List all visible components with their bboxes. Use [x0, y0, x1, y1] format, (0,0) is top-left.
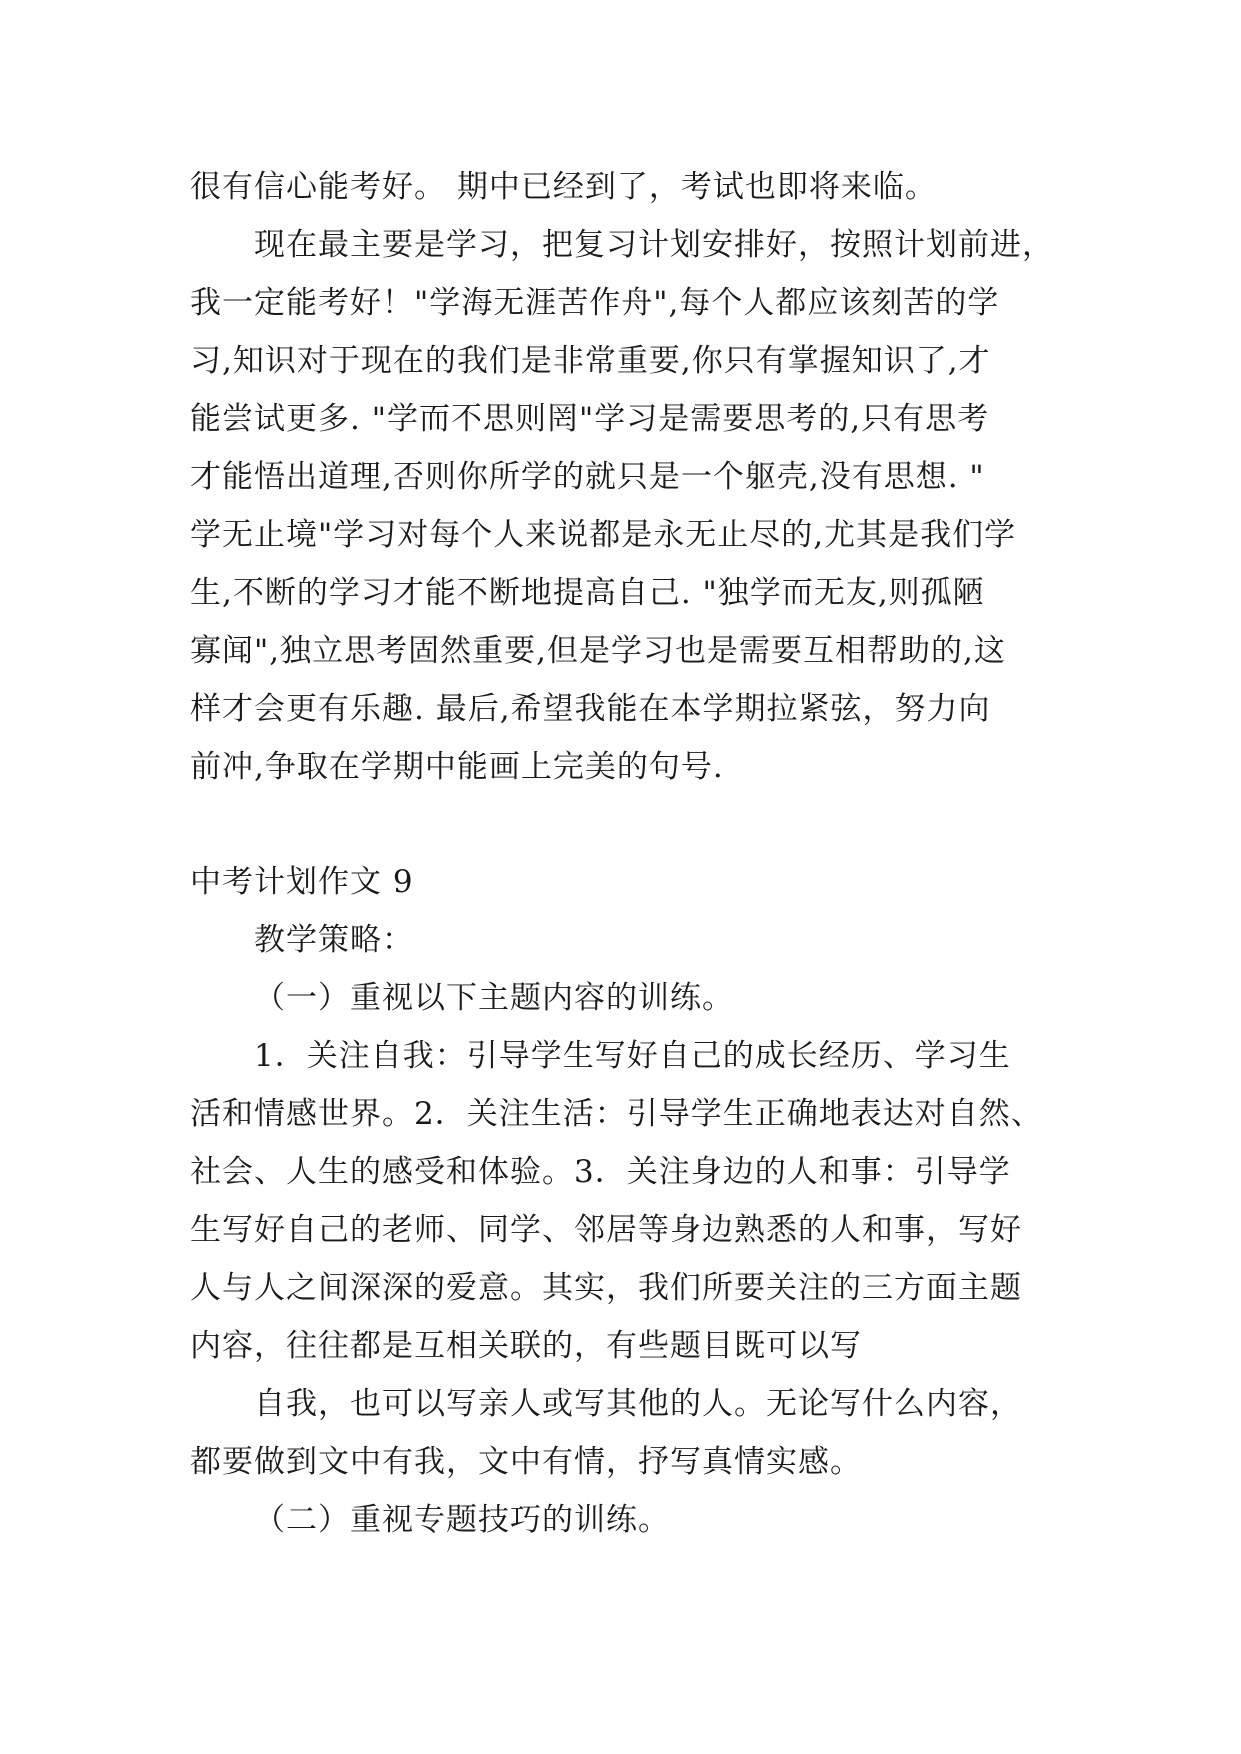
paragraph-line: （二）重视专题技巧的训练。 [254, 1502, 670, 1538]
paragraph-line: 我一定能考好！"学海无涯苦作舟",每个人都应该刻苦的学 [190, 285, 1000, 321]
paragraph-line: 很有信心能考好。 期中已经到了，考试也即将来临。 [190, 169, 937, 205]
paragraph-line: 寡闻",独立思考固然重要,但是学习也是需要互相帮助的,这 [190, 633, 1006, 669]
paragraph-line: 前冲,争取在学期中能画上完美的句号. [190, 749, 724, 785]
paragraph-line: 都要做到文中有我，文中有情，抒写真情实感。 [190, 1444, 862, 1480]
paragraph-line: （一）重视以下主题内容的训练。 [254, 980, 734, 1016]
paragraph-line: 现在最主要是学习，把复习计划安排好，按照计划前进， [254, 227, 1054, 263]
section-title: 中考计划作文 9 [190, 864, 414, 900]
paragraph-line: 生写好自己的老师、同学、邻居等身边熟悉的人和事，写好 [190, 1212, 1022, 1248]
paragraph-line: 样才会更有乐趣. 最后,希望我能在本学期拉紧弦，努力向 [190, 691, 991, 727]
paragraph-line: 内容，往往都是互相关联的，有些题目既可以写 [190, 1328, 862, 1364]
paragraph-line: 才能悟出道理,否则你所学的就只是一个躯壳,没有思想. " [190, 459, 985, 495]
paragraph-line: 教学策略： [254, 922, 414, 958]
paragraph-line: 学无止境"学习对每个人来说都是永无止尽的,尤其是我们学 [190, 517, 1017, 553]
paragraph-line: 活和情感世界。2．关注生活：引导学生正确地表达对自然、 [190, 1096, 1043, 1132]
paragraph-line: 人与人之间深深的爱意。其实，我们所要关注的三方面主题 [190, 1270, 1022, 1306]
paragraph-line: 生,不断的学习才能不断地提高自己. "独学而无友,则孤陋 [190, 575, 985, 611]
paragraph-line: 1．关注自我：引导学生写好自己的成长经历、学习生 [254, 1038, 1011, 1074]
paragraph-line: 自我，也可以写亲人或写其他的人。无论写什么内容， [254, 1386, 1022, 1422]
paragraph-line: 习,知识对于现在的我们是非常重要,你只有掌握知识了,才 [190, 343, 991, 379]
paragraph-line: 能尝试更多. "学而不思则罔"学习是需要思考的,只有思考 [190, 401, 990, 437]
paragraph-line: 社会、人生的感受和体验。3．关注身边的人和事：引导学 [190, 1154, 1011, 1190]
